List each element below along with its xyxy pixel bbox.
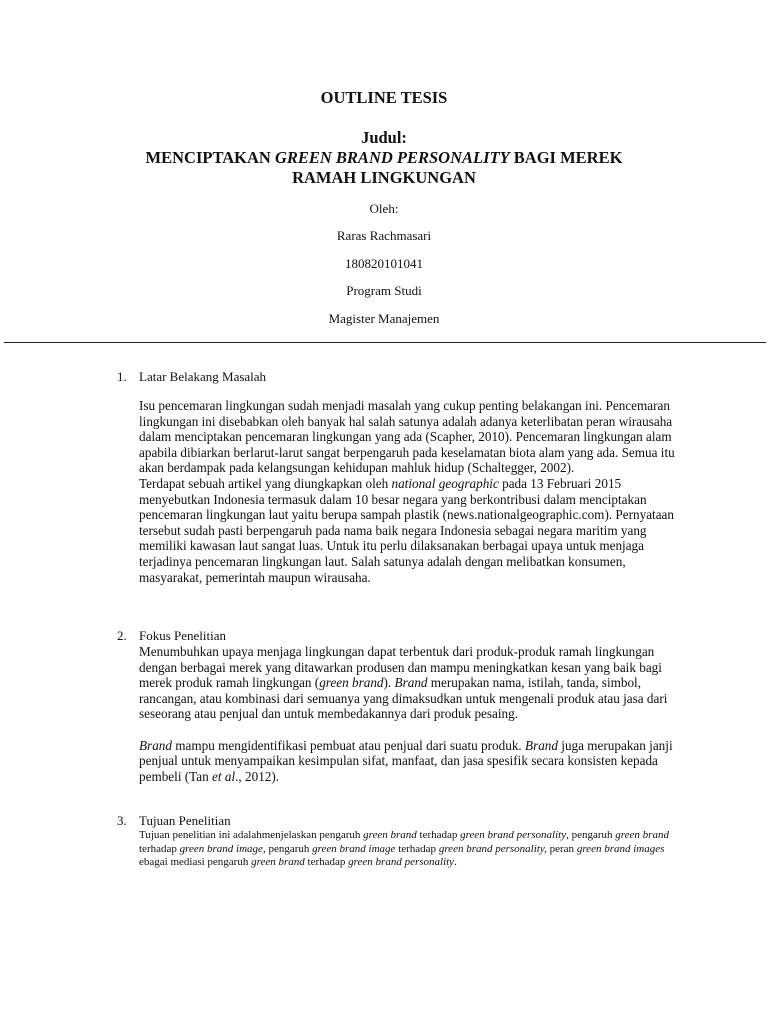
section-1-heading: Latar Belakang Masalah — [139, 369, 267, 384]
section-2-paragraph-1 — [139, 644, 679, 722]
s3-t1: Tujuan penelitian ini adalahmenjelaskan pengaruh — [139, 829, 364, 841]
thesis-title-post: BAGI MEREK — [509, 148, 623, 167]
s3-t11: terhadap — [395, 842, 439, 855]
s3-t16: green brand — [251, 856, 305, 869]
section-1-paragraph-1: Isu pencemaran lingkungan sudah menjadi masalah yang cukup penting belakangan ini. Pencemaran lingkungan ini disebabkan oleh banyak hal salah satunya adalah adanya keterlibatan peran wirausaha dalam menciptakan pencemaran lingkungan yang ada (Scapher, 2010). Pencemaran lingkungan alam apabila dibiarkan berlarut-larut sangat berpengaruh pada keselamatan biota alam yang ada. Semua itu akan berdampak pada kelangsungan kehidupan mahluk hidup (Schaltegger, 2002). — [139, 398, 675, 476]
author-name: Raras Rachmasari — [336, 228, 432, 243]
s1p2-italic: national geographic — [391, 475, 499, 491]
student-number: 180820101041 — [345, 256, 423, 271]
s2p2-i3: et al — [212, 768, 236, 784]
thesis-title-line2: RAMAH LINGKUNGAN — [292, 168, 476, 187]
section-3-heading: Tujuan Penelitian — [139, 813, 231, 828]
s3-t8: green brand image — [179, 842, 263, 855]
s3-t6: green brand — [615, 829, 669, 841]
s2p2-i1: Brand — [139, 737, 172, 753]
s3-t5: , pengaruh — [566, 829, 616, 841]
judul-label: Judul: — [361, 128, 407, 147]
s2p1-i1: green brand — [319, 675, 384, 691]
s3-t12: green brand personality, — [438, 842, 547, 855]
s2p2-c: ., 2012). — [235, 768, 280, 784]
s2p2-b: juga merupakan janji penjual untuk menyampaikan kesimpulan sifat, manfaat, dan jasa spesifik secara konsisten kepada pembeli (Tan — [139, 737, 673, 784]
s3-t3: terhadap — [416, 829, 461, 841]
section-3-paragraph — [139, 829, 679, 870]
section-2-paragraph-2 — [139, 738, 679, 785]
s3-t18: green brand personality — [348, 856, 455, 869]
section-1-number: 1. — [117, 369, 127, 384]
s3-t7: terhadap — [139, 842, 180, 855]
thesis-title-line1 — [0, 148, 768, 168]
thesis-title-pre: MENCIPTAKAN — [145, 148, 275, 167]
s3-t9: , pengaruh — [262, 842, 313, 855]
section-2-body — [139, 644, 679, 784]
s3-t10: green brand image — [312, 842, 396, 855]
s3-t2: green brand — [363, 829, 417, 841]
section-1-body — [139, 398, 679, 585]
s1p2-b: pada 13 Februari 2015 menyebutkan Indonesia termasuk dalam 10 besar negara yang berkontribusi dalam menciptakan pencemaran lingkungan laut yaitu berupa sampah plastik (news.nationalgeographic.com). Pernyataan tersebut sudah pasti berpengaruh pada nama baik negara Indonesia sebagai negara maritim yang memiliki kawasan laut sangat luas. Untuk itu perlu dilaksanakan berbagai upaya untuk menjaga terjadinya pencemaran lingkungan laut. Salah satunya adalah dengan melibatkan konsumen, masyarakat, pemerintah maupun wirausaha. — [139, 475, 675, 585]
section-3-body — [139, 829, 679, 870]
s1p2-a: Terdapat sebuah artikel yang diungkapkan oleh — [139, 475, 392, 491]
s3-t17: terhadap — [304, 856, 349, 869]
thesis-title-italic: GREEN BRAND PERSONALITY — [274, 148, 510, 167]
program-name: Magister Manajemen — [328, 311, 440, 326]
section-3-number: 3. — [117, 813, 127, 828]
section-2-heading: Fokus Penelitian — [139, 628, 227, 643]
header-divider — [4, 342, 766, 343]
s2p1-a: Menumbuhkan upaya menjaga lingkungan dapat terbentuk dari produk-produk ramah lingkungan dengan berbagai merek yang ditawarkan produsen dan mampu meningkatkan kesan yang baik bagi merek produk ramah lingkungan ( — [139, 644, 662, 691]
s2p2-i2: Brand — [525, 737, 558, 753]
section-2-number: 2. — [117, 628, 127, 643]
oleh-label: Oleh: — [369, 201, 399, 216]
section-1-paragraph-2 — [139, 476, 679, 585]
program-label: Program Studi — [346, 283, 422, 298]
s3-t14: green brand images — [576, 842, 665, 855]
s2p1-c: merupakan nama, istilah, tanda, simbol, rancangan, atau kombinasi dari semuanya yang dimaksudkan untuk mengenali produk atau jasa dari seseorang atau penjual dan untuk membedakannya dari produk pesaing. — [139, 675, 668, 722]
s2p1-b: ). — [383, 675, 395, 691]
s3-t19: . — [454, 856, 457, 869]
s3-t4: green brand personality — [460, 829, 567, 841]
s3-t13: peran — [546, 842, 577, 855]
doc-title: OUTLINE TESIS — [320, 88, 448, 107]
s2p2-a: mampu mengidentifikasi pembuat atau penjual dari suatu produk. — [171, 737, 526, 753]
s2p1-i2: Brand — [394, 675, 428, 691]
s3-t15: ebagai mediasi pengaruh — [139, 856, 252, 869]
